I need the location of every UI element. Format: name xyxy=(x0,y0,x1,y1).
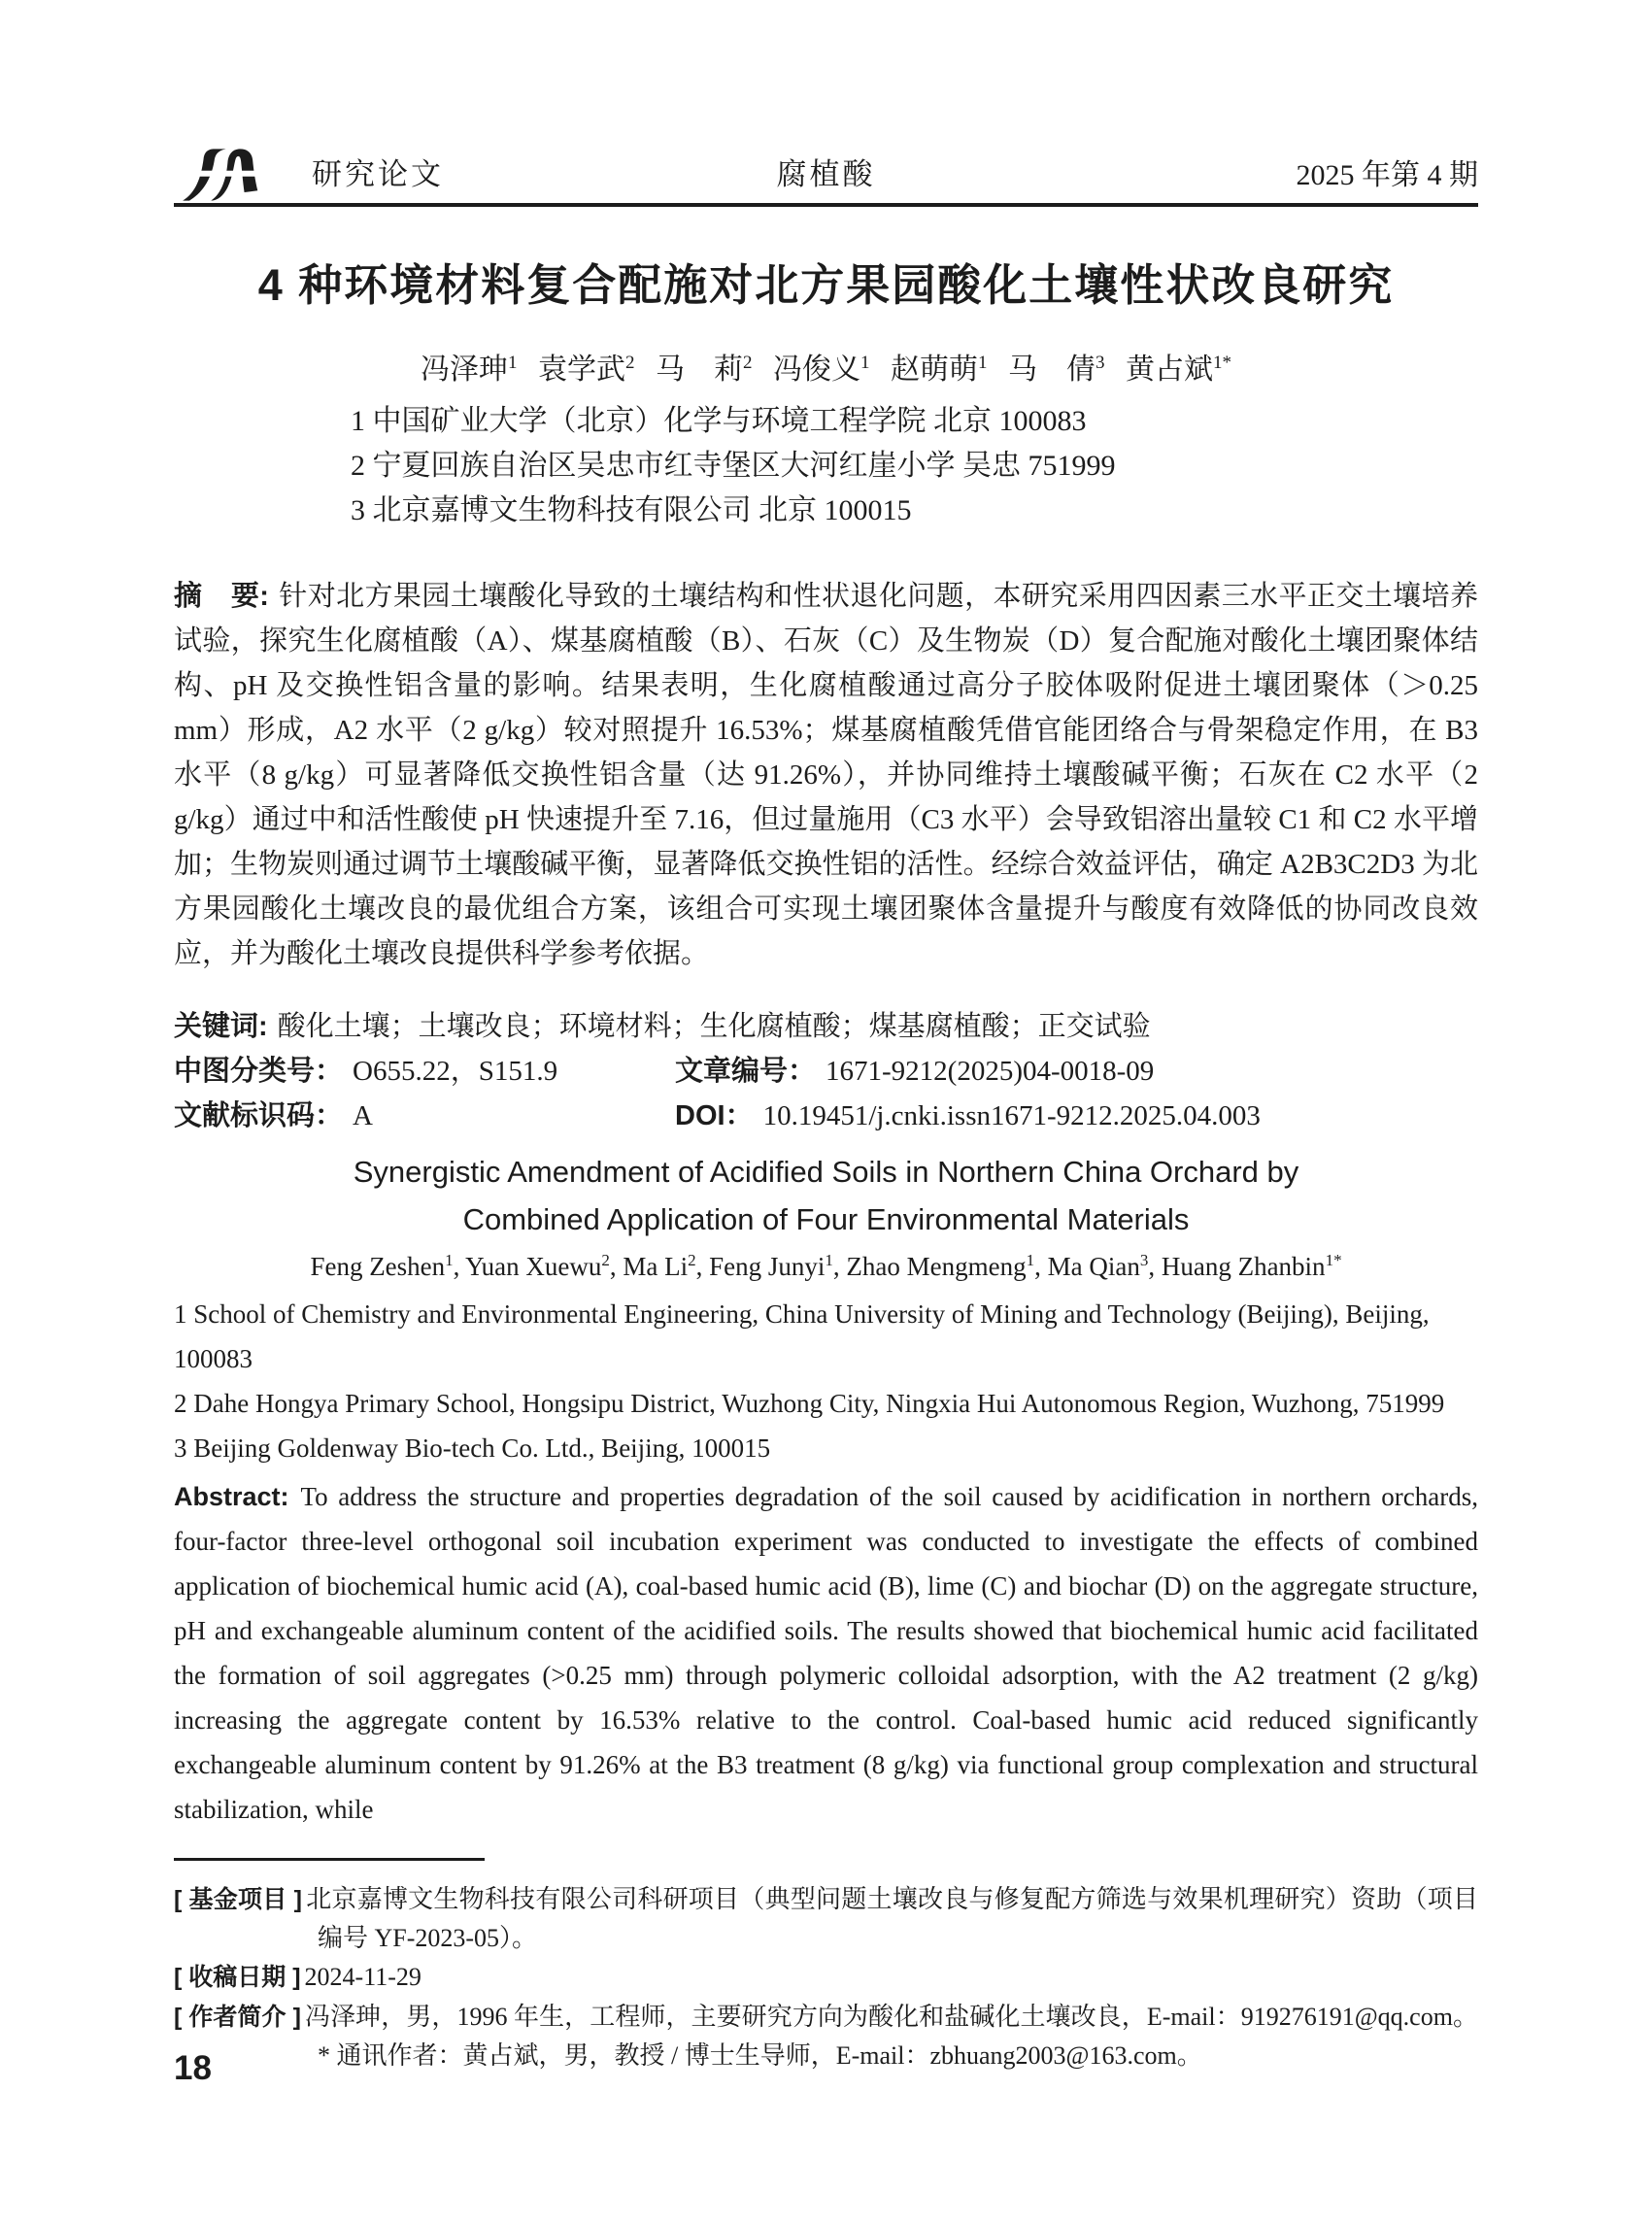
clc-label: 中图分类号： xyxy=(174,1056,344,1087)
author-en xyxy=(465,1252,623,1281)
footnotes xyxy=(174,1880,1478,2074)
article-title-en-line2: Combined Application of Four Environmental Materials xyxy=(462,1202,1190,1236)
doi-value: 10.19451/j.cnki.issn1671-9212.2025.04.003 xyxy=(762,1100,1261,1131)
journal-title: 腐植酸 xyxy=(776,157,876,191)
author-superscript: 2 xyxy=(743,353,753,373)
clc-number-cell xyxy=(174,1049,675,1094)
author-separator: , xyxy=(695,1252,710,1281)
abstract-text-cn: 针对北方果园土壤酸化导致的土壤结构和性状退化问题，本研究采用四因素三水平正交土壤培养试验，探究生化腐植酸（A）、煤基腐植酸（B）、石灰（C）及生物炭（D）复合配施对酸化土壤团聚体结构、pH 及交换性铝含量的影响。结果表明，生化腐植酸通过高分子胶体吸附促进土壤团聚体（＞0.25 mm）形成，A2 水平（2 g/kg）较对照提升 16.53%；煤基腐植酸凭借官能团络合与骨架稳定作用，在 B3 水平（8 g/kg）可显著降低交换性铝含量（达 91.26%），并协同维持土壤酸碱平衡；石灰在 C2 水平（2 g/kg）通过中和活性酸使 pH 快速提升至 7.16，但过量施用（C3 水平）会导致铝溶出量较 C1 和 C2 水平增加；生物炭则通过调节土壤酸碱平衡，显著降低交换性铝的活性。经综合效益评估，确定 A2B3C2D3 为北方果园酸化土壤改良的最优组合方案，该组合可实现土壤团聚体含量提升与酸度有效降低的协同改良效应，并为酸化土壤改良提供科学参考依据。 xyxy=(174,581,1478,969)
author-name: 冯泽珅 xyxy=(421,354,508,386)
article-number-cell xyxy=(675,1049,1478,1094)
author-name: 赵萌萌 xyxy=(891,354,978,386)
doc-code-value: A xyxy=(353,1100,373,1131)
author-cn xyxy=(891,354,988,386)
author-cn xyxy=(656,354,753,386)
issue-label: 2025 年第 4 期 xyxy=(1296,159,1479,191)
author-superscript: 3 xyxy=(1139,1251,1149,1269)
footnote-fund-label: [ 基金项目 ] xyxy=(174,1886,302,1913)
author-superscript: 1 xyxy=(508,353,518,373)
author-separator: , xyxy=(609,1252,624,1281)
header-left xyxy=(174,146,609,201)
authors-cn xyxy=(174,345,1478,388)
affiliation-en: 3 Beijing Goldenway Bio-tech Co. Ltd., Beijing, 100015 xyxy=(174,1433,771,1463)
author-separator: , xyxy=(832,1252,847,1281)
author-name: Ma Li xyxy=(623,1252,689,1281)
doc-code-cell xyxy=(174,1094,675,1138)
author-separator: , xyxy=(453,1252,466,1281)
affiliation-cn: 1 中国矿业大学（北京）化学与环境工程学院 北京 100083 xyxy=(351,405,1087,437)
classification-block xyxy=(174,1049,1478,1138)
column-label: 研究论文 xyxy=(312,157,444,191)
author-cn xyxy=(773,354,870,386)
footnote-fund-text: 北京嘉博文生物科技有限公司科研项目（典型问题土壤改良与修复配方筛选与效果机理研究）资助（项目编号 YF-2023-05）。 xyxy=(305,1885,1478,1952)
page-number: 18 xyxy=(174,2049,212,2087)
article-title-en-line1: Synergistic Amendment of Acidified Soils in Northern China Orchard by xyxy=(353,1155,1299,1189)
page-header xyxy=(174,146,1478,207)
affiliation-en: 2 Dahe Hongya Primary School, Hongsipu District, Wuzhong City, Ningxia Hui Autonomous Region, Wuzhong, 751999 xyxy=(174,1389,1445,1418)
affiliation-en: 1 School of Chemistry and Environmental Engineering, China University of Mining and Technology (Beijing), Beijing, 100083 xyxy=(174,1299,1430,1373)
clc-value: O655.22，S151.9 xyxy=(353,1056,558,1087)
footnote-bio-label: [ 作者简介 ] xyxy=(174,2004,301,2031)
abstract-label-en: Abstract: xyxy=(174,1482,289,1511)
author-superscript: 2 xyxy=(688,1251,696,1269)
article-number-value: 1671-9212(2025)04-0018-09 xyxy=(826,1056,1155,1087)
author-superscript: 1 xyxy=(445,1251,454,1269)
author-name: 马 倩 xyxy=(1008,354,1096,386)
footnote-received xyxy=(174,1958,1478,1997)
article-title-cn: 4 种环境材料复合配施对北方果园酸化土壤性状改良研究 xyxy=(257,260,1395,310)
author-en xyxy=(623,1252,709,1281)
author-name: 马 莉 xyxy=(656,354,743,386)
author-name: 袁学武 xyxy=(538,354,625,386)
author-en xyxy=(1162,1252,1342,1281)
author-name: Huang Zhanbin xyxy=(1161,1252,1326,1281)
keywords-cn xyxy=(174,1004,1478,1049)
author-name: Yuan Xuewu xyxy=(465,1252,602,1281)
author-cn xyxy=(538,354,635,386)
footnote-bio xyxy=(174,1998,1478,2074)
author-separator: , xyxy=(1148,1252,1162,1281)
affiliation-cn: 2 宁夏回族自治区吴忠市红寺堡区大河红崖小学 吴忠 751999 xyxy=(351,450,1116,482)
author-en xyxy=(1048,1252,1162,1281)
author-superscript: 2 xyxy=(625,353,635,373)
authors-en xyxy=(174,1251,1478,1282)
humic-acid-journal-logo-icon xyxy=(174,146,275,204)
author-superscript: 1 xyxy=(860,353,870,373)
author-name: Ma Qian xyxy=(1047,1252,1140,1281)
author-superscript: 3 xyxy=(1096,353,1105,373)
article-number-label: 文章编号： xyxy=(675,1056,817,1087)
affiliations-cn xyxy=(351,399,1478,533)
author-en xyxy=(709,1252,846,1281)
author-superscript: 1 xyxy=(825,1251,833,1269)
author-name: 黄占斌 xyxy=(1126,354,1213,386)
author-separator: , xyxy=(1034,1252,1048,1281)
abstract-en xyxy=(174,1474,1478,1832)
footnote-bio-text: 冯泽珅，男，1996 年生，工程师，主要研究方向为酸化和盐碱化土壤改良，E-mail：919276191@qq.com。* 通讯作者：黄占斌，男，教授 / 博士生导师，E-mail：zbhuang2003@163.com。 xyxy=(304,2003,1478,2070)
affiliations-en xyxy=(174,1292,1478,1470)
doi-cell xyxy=(675,1094,1478,1138)
keywords-text-cn: 酸化土壤；土壤改良；环境材料；生化腐植酸；煤基腐植酸；正交试验 xyxy=(277,1011,1151,1042)
footnote-received-label: [ 收稿日期 ] xyxy=(174,1964,301,1991)
author-name: Feng Junyi xyxy=(709,1252,826,1281)
author-superscript: 1* xyxy=(1325,1251,1342,1269)
doi-label: DOI： xyxy=(675,1100,754,1131)
doc-code-label: 文献标识码： xyxy=(174,1100,344,1131)
author-en xyxy=(846,1252,1047,1281)
footnote-received-text: 2024-11-29 xyxy=(304,1963,421,1991)
author-cn xyxy=(421,354,518,386)
abstract-cn xyxy=(174,574,1478,976)
author-name: Zhao Mengmeng xyxy=(846,1252,1027,1281)
author-cn xyxy=(1126,354,1231,386)
author-superscript: 2 xyxy=(601,1251,610,1269)
affiliation-cn: 3 北京嘉博文生物科技有限公司 北京 100015 xyxy=(351,494,912,526)
footnote-fund xyxy=(174,1880,1478,1957)
article-title-en xyxy=(174,1148,1478,1243)
author-name: Feng Zeshen xyxy=(310,1252,446,1281)
keywords-label-cn: 关键词: xyxy=(174,1011,268,1042)
author-superscript: 1 xyxy=(978,353,988,373)
footnote-separator-rule xyxy=(174,1858,485,1861)
author-name: 冯俊义 xyxy=(773,354,860,386)
author-cn xyxy=(1008,354,1105,386)
author-en xyxy=(310,1252,465,1281)
author-superscript: 1 xyxy=(1026,1251,1035,1269)
abstract-text-en: To address the structure and properties degradation of the soil caused by acidification in northern orchards, four-factor three-level orthogonal soil incubation experiment was conducted to investigate the effects of combined application of biochemical humic acid (A), coal-based humic acid (B), lime (C) and biochar (D) on the aggregate structure, pH and exchangeable aluminum content of the acidified soils. The results showed that biochemical humic acid facilitated the formation of soil aggregates (>0.25 mm) through polymeric colloidal adsorption, with the A2 treatment (2 g/kg) increasing the aggregate content by 16.53% relative to the control. Coal-based humic acid reduced significantly exchangeable aluminum content by 91.26% at the B3 treatment (8 g/kg) via functional group complexation and structural stabilization, while xyxy=(174,1482,1478,1824)
abstract-label-cn: 摘 要: xyxy=(174,581,269,612)
author-superscript: 1* xyxy=(1213,353,1231,373)
